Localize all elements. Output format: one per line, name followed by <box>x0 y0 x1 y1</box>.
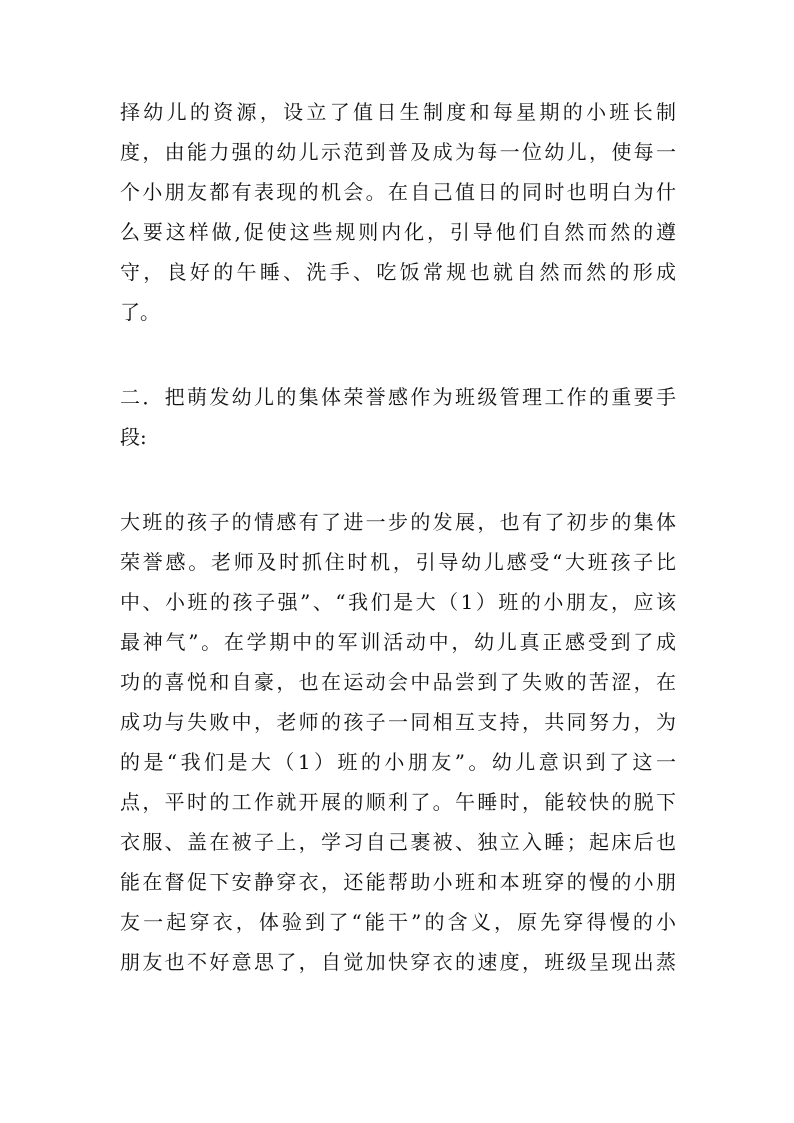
text-line: 择幼儿的资源，设立了值日生制度和每星期的小班长制 <box>120 100 676 124</box>
paragraph-1 <box>120 92 676 332</box>
text-line: 守，良好的午睡、洗手、吃饭常规也就自然而然的形成 <box>120 260 676 284</box>
text-line: 友一起穿衣，体验到了“能干”的含义，原先穿得慢的小 <box>120 910 676 934</box>
heading-line: 二．把萌发幼儿的集体荣誉感作为班级管理工作的重要手 <box>120 385 676 409</box>
text-line: 个小朋友都有表现的机会。在自己值日的同时也明白为什 <box>120 180 676 204</box>
paragraph-3 <box>120 502 676 982</box>
text-line: 功的喜悦和自豪，也在运动会中品尝到了失败的苦涩，在 <box>120 670 676 694</box>
text-line: 的是“我们是大（1）班的小朋友”。幼儿意识到了这一 <box>120 750 676 774</box>
heading-line: 段: <box>120 425 147 449</box>
text-line: 了。 <box>120 300 160 324</box>
text-line: 度，由能力强的幼儿示范到普及成为每一位幼儿，使每一 <box>120 140 676 164</box>
text-line: 朋友也不好意思了，自觉加快穿衣的速度，班级呈现出蒸 <box>120 950 676 974</box>
text-line: 点，平时的工作就开展的顺利了。午睡时，能较快的脱下 <box>120 790 676 814</box>
paragraph-gap <box>120 457 676 502</box>
paragraph-gap <box>120 332 676 377</box>
text-line: 最神气”。在学期中的军训活动中，幼儿真正感受到了成 <box>120 630 676 654</box>
document-page <box>120 92 676 982</box>
text-line: 能在督促下安静穿衣，还能帮助小班和本班穿的慢的小朋 <box>120 870 676 894</box>
text-line: 么要这样做,促使这些规则内化，引导他们自然而然的遵 <box>120 220 676 244</box>
text-line: 荣誉感。老师及时抓住时机，引导幼儿感受“大班孩子比 <box>120 550 676 574</box>
text-line: 成功与失败中，老师的孩子一同相互支持，共同努力，为 <box>120 710 676 734</box>
section-heading <box>120 377 676 457</box>
text-line: 大班的孩子的情感有了进一步的发展，也有了初步的集体 <box>120 510 676 534</box>
text-line: 衣服、盖在被子上，学习自己裹被、独立入睡；起床后也 <box>120 830 676 854</box>
text-line: 中、小班的孩子强”、“我们是大（1）班的小朋友，应该 <box>120 590 676 614</box>
